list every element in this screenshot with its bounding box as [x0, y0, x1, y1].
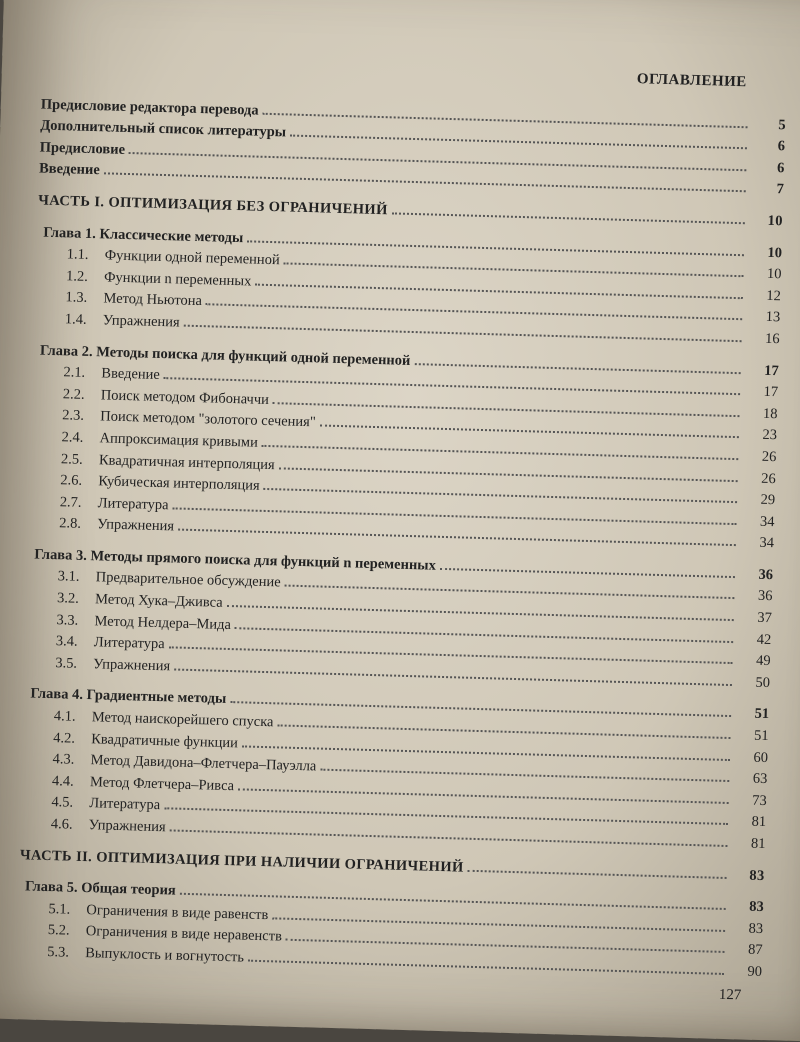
toc-entry-page: 37	[757, 609, 773, 627]
toc-entry-title: Выпуклость и вогнутость	[84, 945, 245, 966]
toc-entry-title: ЧАСТЬ II. ОПТИМИЗАЦИЯ ПРИ НАЛИЧИИ ОГРАНИЧЕНИЙ	[19, 846, 464, 876]
toc-entry-page: 51	[754, 706, 770, 723]
toc-entry-number: 4.6.	[50, 816, 73, 833]
toc-entry-title: Предисловие	[39, 139, 126, 158]
toc-entry-page: 17	[764, 362, 779, 379]
toc-entry-title: Поиск методом Фибоначчи	[100, 387, 270, 408]
toc-entry-number: 2.8.	[58, 515, 82, 533]
toc-entry-title: Литература	[93, 634, 165, 653]
toc-entry-title: Ограничения в виде равенств	[86, 901, 269, 923]
toc-entry-page: 42	[756, 631, 772, 648]
page-number: 127	[718, 986, 742, 1004]
toc-entry-number: 3.5.	[55, 655, 78, 672]
toc-entry-page: 29	[760, 491, 776, 509]
toc-entry-page: 83	[749, 867, 765, 884]
toc-entry-number: 5.3.	[47, 944, 70, 961]
toc-entry-number: 2.7.	[59, 493, 82, 511]
toc-entry-title: Глава 5. Общая теория	[24, 878, 176, 899]
toc-entry-title: Упражнения	[88, 817, 166, 836]
toc-entry-page: 73	[752, 792, 767, 809]
toc-entry-title: Упражнения	[96, 516, 175, 535]
toc-entry-page: 26	[761, 448, 777, 466]
toc-entry-number: 4.4.	[51, 772, 74, 790]
toc-entry-title: Метод наискорейшего спуска	[91, 709, 274, 731]
toc-entry-title: Квадратичные функции	[90, 730, 239, 751]
toc-entry-title: Аппроксимация кривыми	[99, 430, 259, 451]
toc-entry-page: 5	[778, 116, 786, 133]
toc-entry-page: 16	[764, 330, 780, 348]
toc-entry-number: 4.3.	[52, 751, 75, 768]
toc-entry-page: 36	[757, 588, 773, 605]
toc-entry-title: Метод Ньютона	[103, 290, 203, 310]
toc-entry-number: 3.3.	[56, 611, 79, 629]
toc-entry-title: Метод Нелдера–Мида	[94, 612, 232, 633]
toc-entry-number: 1.4.	[64, 311, 87, 328]
toc-entry-page: 50	[755, 674, 771, 691]
toc-entry-title: Дополнительный список литературы	[40, 117, 287, 141]
toc-entry-page: 13	[765, 309, 781, 326]
toc-entry-title: Литература	[89, 795, 161, 814]
table-of-contents	[17, 55, 787, 981]
toc-entry-title: Предварительное обсуждение	[95, 569, 281, 591]
toc-entry-page: 12	[766, 287, 782, 305]
toc-entry-page: 49	[755, 652, 771, 670]
toc-entry-page: 60	[753, 749, 769, 766]
toc-entry-page: 81	[751, 814, 767, 831]
toc-entry-number: 5.2.	[47, 922, 70, 940]
toc-entry-number: 2.2.	[62, 385, 85, 403]
toc-entry-title: Метод Давидона–Флетчера–Пауэлла	[90, 752, 317, 775]
toc-entry-number: 1.2.	[65, 268, 89, 285]
toc-entry-number: 5.1.	[48, 900, 71, 918]
toc-entry-number: 1.3.	[65, 289, 88, 307]
toc-entry-title: Глава 2. Методы поиска для функций одной переменной	[39, 342, 411, 369]
toc-entry-page: 87	[747, 941, 763, 959]
toc-entry-number: 2.4.	[61, 429, 84, 446]
toc-entry-number: 3.4.	[55, 633, 78, 651]
toc-entry-page: 26	[761, 470, 776, 487]
toc-entry-page: 83	[748, 920, 764, 937]
toc-entry-title: Поиск методом "золотого сечения"	[99, 408, 316, 431]
toc-entry-number: 2.6.	[60, 472, 83, 489]
toc-entry-number: 4.2.	[52, 729, 76, 747]
toc-entry-title: Метод Хука–Дживса	[94, 591, 223, 611]
toc-entry-page: 10	[767, 244, 783, 261]
toc-entry-page: 81	[750, 835, 766, 853]
toc-entry-title: Квадратичная интерполяция	[98, 451, 275, 473]
toc-entry-number: 2.1.	[63, 364, 86, 382]
page-title: ОГЛАВЛЕНИЕ	[636, 71, 748, 91]
toc-entry-page: 34	[759, 513, 775, 530]
toc-entry-page: 10	[766, 266, 782, 283]
toc-entry-page: 17	[763, 383, 779, 401]
toc-entry-page: 36	[758, 566, 774, 584]
toc-entry-title: Глава 3. Методы прямого поиска для функций n переменных	[34, 546, 437, 574]
toc-entry-number: 2.5.	[60, 450, 83, 468]
toc-entry-number: 4.1.	[53, 708, 76, 725]
toc-entry-number: 3.1.	[57, 568, 80, 586]
toc-entry-page: 7	[776, 181, 785, 198]
toc-entry-title: Кубическая интерполяция	[98, 473, 260, 494]
toc-entry-title: Упражнения	[102, 312, 180, 331]
toc-entry-page: 63	[752, 770, 768, 788]
toc-entry-number: 4.5.	[51, 794, 74, 812]
toc-entry-number: 3.2.	[56, 590, 80, 607]
toc-entry-title: Функции одной переменной	[104, 247, 280, 269]
toc-entry-page: 90	[747, 963, 763, 980]
toc-entry-title: Метод Флетчера–Ривса	[89, 773, 235, 795]
toc-entry-number: 2.3.	[61, 407, 85, 425]
toc-entry-page: 10	[767, 212, 784, 230]
toc-entry-title: ЧАСТЬ I. ОПТИМИЗАЦИЯ БЕЗ ОГРАНИЧЕНИЙ	[37, 192, 388, 219]
toc-entry-title: Предисловие редактора перевода	[40, 96, 259, 119]
toc-entry-title: Введение	[101, 365, 161, 384]
toc-entry-page: 6	[776, 159, 785, 177]
toc-entry-title: Ограничения в виде неравенств	[85, 923, 283, 945]
toc-entry-title: Упражнения	[93, 656, 171, 675]
toc-entry-page: 83	[749, 898, 764, 916]
toc-entry-title: Глава 4. Градиентные методы	[30, 685, 227, 708]
toc-entry-title: Функции n переменных	[103, 269, 252, 290]
toc-entry-title: Литература	[97, 494, 169, 513]
toc-entry-title: Глава 1. Классические методы	[43, 224, 244, 246]
toc-list	[17, 92, 786, 981]
toc-entry-title: Введение	[38, 160, 100, 179]
toc-entry-page: 34	[759, 535, 775, 552]
dot-leader	[248, 960, 724, 975]
toc-entry-number: 1.1.	[66, 246, 89, 264]
toc-entry-page: 23	[762, 427, 778, 444]
toc-entry-page: 6	[777, 138, 786, 155]
toc-entry-page: 51	[753, 727, 769, 745]
toc-entry-page: 18	[762, 405, 778, 422]
